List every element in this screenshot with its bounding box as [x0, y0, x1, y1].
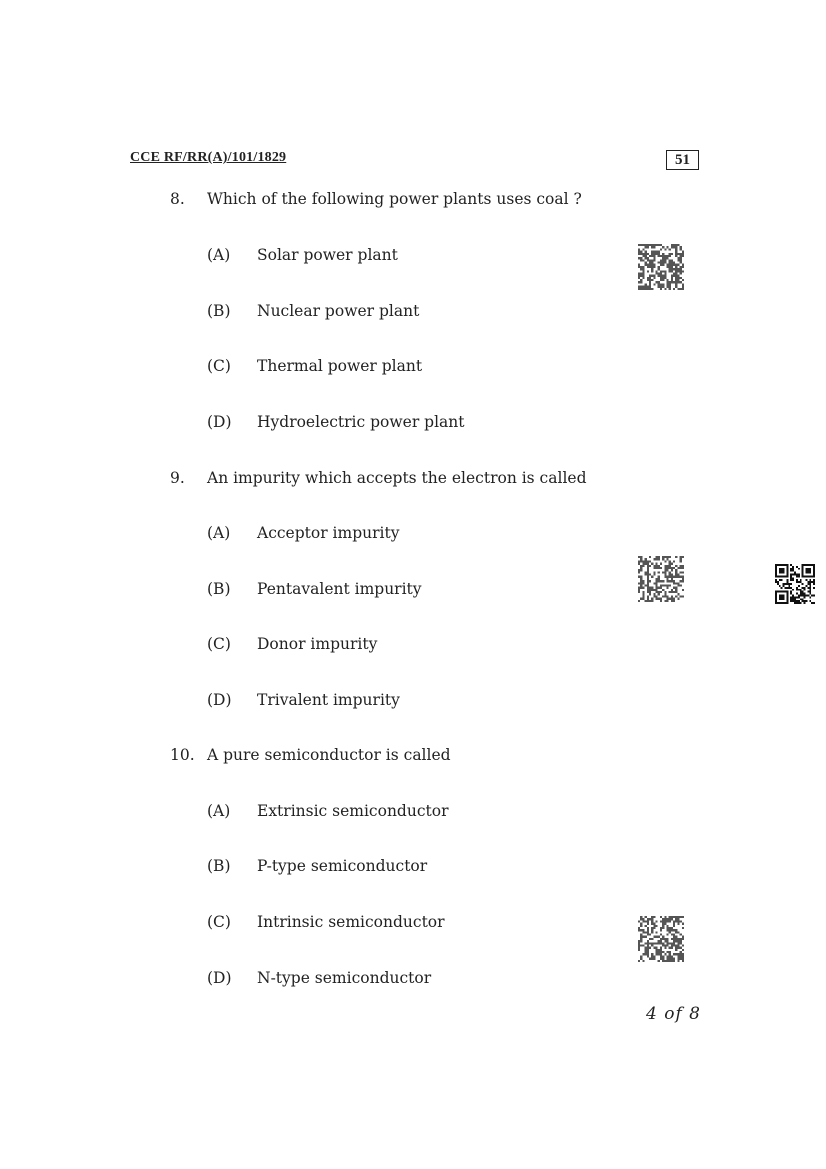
page-number: 4 of 8 [646, 1004, 701, 1024]
booklet-code-box: 51 [666, 150, 699, 170]
option-letter: (B) [207, 580, 231, 598]
option-letter: (B) [207, 302, 231, 320]
qr-code-icon [638, 556, 684, 602]
option-letter: (A) [207, 246, 231, 264]
question-number: 10. [170, 746, 195, 764]
option-letter: (C) [207, 913, 231, 931]
qr-code-icon [775, 564, 815, 604]
paper-code: CCE RF/RR(A)/101/1829 [130, 150, 287, 165]
option-letter: (A) [207, 802, 231, 820]
option-text: Extrinsic semiconductor [257, 802, 449, 820]
question-number: 8. [170, 190, 185, 208]
option-text: Pentavalent impurity [257, 580, 422, 598]
option-letter: (D) [207, 691, 232, 709]
option-text: Hydroelectric power plant [257, 413, 465, 431]
option-text: Thermal power plant [257, 357, 423, 375]
option-letter: (C) [207, 635, 231, 653]
question-number: 9. [170, 469, 185, 487]
option-letter: (D) [207, 413, 232, 431]
question-text: An impurity which accepts the electron is called [207, 469, 587, 487]
question-text: A pure semiconductor is called [207, 746, 451, 764]
qr-code-icon [638, 916, 684, 962]
option-text: Intrinsic semiconductor [257, 913, 445, 931]
option-letter: (B) [207, 857, 231, 875]
option-letter: (A) [207, 524, 231, 542]
option-text: P-type semiconductor [257, 857, 428, 875]
option-text: Nuclear power plant [257, 302, 420, 320]
option-text: N-type semiconductor [257, 969, 432, 987]
option-text: Donor impurity [257, 635, 378, 653]
question-text: Which of the following power plants uses coal ? [207, 190, 582, 208]
qr-code-icon [638, 244, 684, 290]
option-text: Solar power plant [257, 246, 398, 264]
option-letter: (D) [207, 969, 232, 987]
option-text: Acceptor impurity [257, 524, 400, 542]
option-letter: (C) [207, 357, 231, 375]
option-text: Trivalent impurity [257, 691, 400, 709]
